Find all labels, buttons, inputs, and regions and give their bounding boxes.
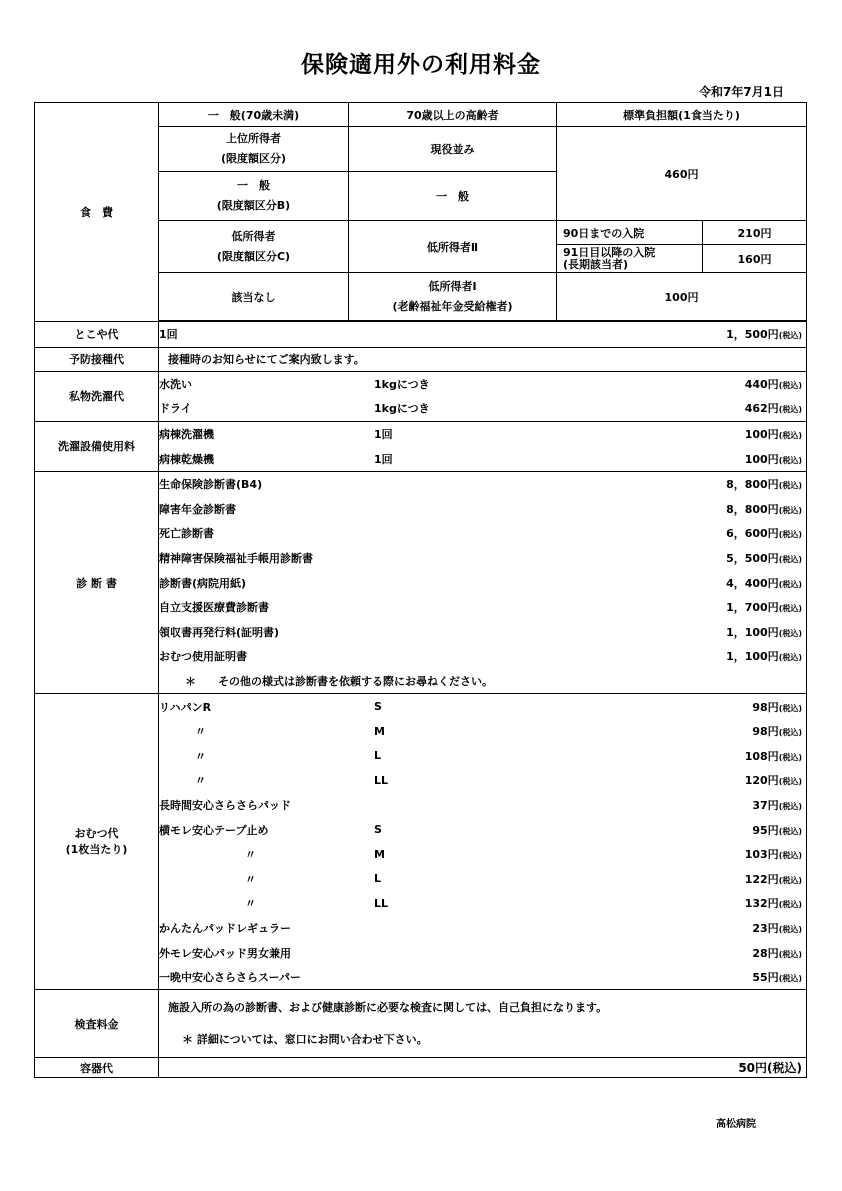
diaper-row: [159, 744, 806, 769]
diaper-name: 横モレ安心テープ止め: [159, 823, 269, 837]
diaper-price: 37円(税込): [752, 798, 802, 812]
diaper-size: S: [374, 700, 382, 714]
certificate-price: 1，100円(税込): [726, 625, 802, 639]
laundry-unit: 1kgにつき: [374, 402, 430, 416]
laundry-list: [159, 372, 806, 421]
certificate-category: 診 断 書: [35, 471, 159, 693]
laundry-name: 水洗い: [159, 377, 192, 391]
certificate-row: [159, 472, 806, 497]
diaper-list: [159, 694, 806, 989]
laundry-price: 440円(税込): [744, 377, 802, 391]
diaper-row: [159, 866, 806, 891]
certificate-row: [159, 595, 806, 620]
diaper-price: 23円(税込): [752, 921, 802, 935]
diaper-price: 103円(税込): [744, 848, 802, 862]
hospital-name: 高松病院: [716, 1119, 756, 1130]
meal-elderly-low-1: 低所得者Ⅰ (老齢福祉年金受給権者): [349, 273, 557, 321]
meal-91days-label: 91日目以降の入院 (長期該当者): [557, 245, 703, 273]
tokoya-category: とこや代: [35, 322, 159, 348]
diaper-size: S: [374, 823, 382, 837]
meal-91days-price: 160円: [703, 245, 807, 273]
certificate-row: [159, 546, 806, 571]
certificate-note-row: [159, 669, 806, 694]
meal-price-100: 100円: [557, 273, 807, 321]
laundry-row: [159, 396, 806, 421]
diaper-row: [159, 916, 806, 941]
certificate-name: おむつ使用証明書: [159, 650, 247, 664]
equipment-list: [159, 422, 806, 471]
laundry-category: 私物洗濯代: [35, 371, 159, 421]
diaper-size: [374, 940, 594, 965]
certificate-name: 診断書(病院用紙): [159, 576, 247, 590]
diaper-row: [159, 940, 806, 965]
certificate-row: [159, 521, 806, 546]
tokoya-item: 1回: [159, 328, 178, 342]
diaper-size: [374, 965, 594, 990]
meal-head-standard: 標準負担額(1食当たり): [557, 103, 807, 127]
diaper-size: M: [374, 847, 385, 861]
laundry-price: 462円(税込): [744, 402, 802, 416]
fee-table: [34, 102, 807, 1078]
meal-head-elderly: 70歳以上の高齢者: [349, 103, 557, 127]
meal-90days-label: 90日までの入院: [557, 221, 703, 245]
equipment-category: 洗濯設備使用料: [35, 421, 159, 471]
diaper-category: おむつ代 (1枚当たり): [35, 694, 159, 990]
diaper-row: [159, 694, 806, 719]
diaper-name: 〃: [245, 848, 256, 862]
diaper-name: 長時間安心さらさらパッド: [159, 798, 291, 812]
exam-category: 検査料金: [35, 990, 159, 1058]
tokoya-row: [159, 322, 807, 348]
issue-date: 令和7年7月1日: [698, 85, 784, 99]
certificate-price: 8，800円(税込): [726, 502, 802, 516]
diaper-size: L: [374, 749, 382, 763]
diaper-price: 108円(税込): [744, 749, 802, 763]
diaper-row: [159, 719, 806, 744]
diaper-name: 〃: [245, 872, 256, 886]
certificate-note: ＊ その他の様式は診断書を依頼する際にお尋ねください。: [185, 675, 493, 689]
vaccine-text: 接種時のお知らせにてご案内致します。: [159, 347, 807, 371]
certificate-name: 領収書再発行料(証明書): [159, 625, 280, 639]
meal-high-income: 上位所得者 (限度額区分): [159, 127, 349, 172]
certificate-price: 1，700円(税込): [726, 601, 802, 615]
diaper-size: L: [374, 872, 382, 886]
diaper-name: リハパンR: [159, 700, 212, 714]
equipment-unit: 1回: [374, 428, 393, 442]
equipment-price: 100円(税込): [744, 428, 802, 442]
diaper-price: 98円(税込): [752, 700, 802, 714]
certificate-price: 8，800円(税込): [726, 478, 802, 492]
diaper-row: [159, 817, 806, 842]
certificate-price: 1，100円(税込): [726, 650, 802, 664]
certificate-price: 5，500円(税込): [726, 552, 802, 566]
certificate-list: [159, 472, 806, 693]
certificate-row: [159, 497, 806, 522]
equipment-row: [159, 422, 806, 447]
diaper-row: [159, 891, 806, 916]
diaper-name: かんたんパッドレギュラー: [159, 921, 291, 935]
diaper-row: [159, 768, 806, 793]
diaper-name: 〃: [195, 774, 206, 788]
diaper-price: 28円(税込): [752, 946, 802, 960]
diaper-price: 120円(税込): [744, 774, 802, 788]
meal-general: 一 般 (限度額区分B): [159, 172, 349, 221]
meal-90days-price: 210円: [703, 221, 807, 245]
exam-text: 施設入所の為の診断書、および健康診断に必要な検査に関しては、自己負担になります。 ＊ 詳細については、窓口にお問い合わせ下さい。: [159, 990, 807, 1058]
diaper-size: [374, 916, 594, 941]
diaper-size: LL: [374, 773, 389, 787]
certificate-price: 4，400円(税込): [726, 576, 802, 590]
diaper-size: M: [374, 724, 385, 738]
diaper-price: 55円(税込): [752, 971, 802, 985]
diaper-name: 外モレ安心パッド男女兼用: [159, 946, 291, 960]
meal-category: 食 費: [35, 103, 159, 322]
diaper-row: [159, 965, 806, 990]
meal-elderly-general: 一 般: [349, 172, 557, 221]
certificate-price: 6，600円(税込): [726, 527, 802, 541]
equipment-price: 100円(税込): [744, 452, 802, 466]
certificate-name: 生命保険診断書(B4): [159, 478, 263, 492]
equipment-unit: 1回: [374, 452, 393, 466]
laundry-unit: 1kgにつき: [374, 377, 430, 391]
meal-price-460: 460円: [557, 127, 807, 221]
vaccine-category: 予防接種代: [35, 347, 159, 371]
certificate-row: [159, 620, 806, 645]
certificate-name: 障害年金診断書: [159, 502, 236, 516]
certificate-row: [159, 570, 806, 595]
container-price: 50円(税込): [159, 1058, 807, 1078]
diaper-price: 98円(税込): [752, 725, 802, 739]
diaper-price: 95円(税込): [752, 823, 802, 837]
certificate-name: 死亡診断書: [159, 527, 214, 541]
meal-elderly-low-2: 低所得者Ⅱ: [349, 221, 557, 273]
equipment-name: 病棟洗濯機: [159, 428, 214, 442]
diaper-name: 〃: [245, 897, 256, 911]
meal-head-general: 一 般(70歳未満): [159, 103, 349, 127]
diaper-row: [159, 842, 806, 867]
certificate-row: [159, 644, 806, 669]
diaper-price: 132円(税込): [744, 897, 802, 911]
certificate-name: 自立支援医療費診断書: [159, 601, 269, 615]
tokoya-price: 1，500円(税込): [726, 328, 802, 342]
diaper-name: 〃: [195, 725, 206, 739]
page-title: 保険適用外の利用料金: [301, 52, 541, 78]
diaper-row: [159, 793, 806, 818]
equipment-row: [159, 446, 806, 471]
certificate-name: 精神障害保険福祉手帳用診断書: [159, 552, 313, 566]
equipment-name: 病棟乾燥機: [159, 452, 214, 466]
meal-elderly-active: 現役並み: [349, 127, 557, 172]
laundry-name: ドライ: [159, 402, 192, 416]
meal-not-applicable: 該当なし: [159, 273, 349, 321]
diaper-name: 〃: [195, 749, 206, 763]
diaper-size: [374, 793, 594, 818]
meal-low-income: 低所得者 (限度額区分C): [159, 221, 349, 273]
laundry-row: [159, 372, 806, 397]
diaper-name: 一晩中安心さらさらスーパー: [159, 971, 301, 985]
diaper-price: 122円(税込): [744, 872, 802, 886]
diaper-size: LL: [374, 896, 389, 910]
container-category: 容器代: [35, 1058, 159, 1078]
